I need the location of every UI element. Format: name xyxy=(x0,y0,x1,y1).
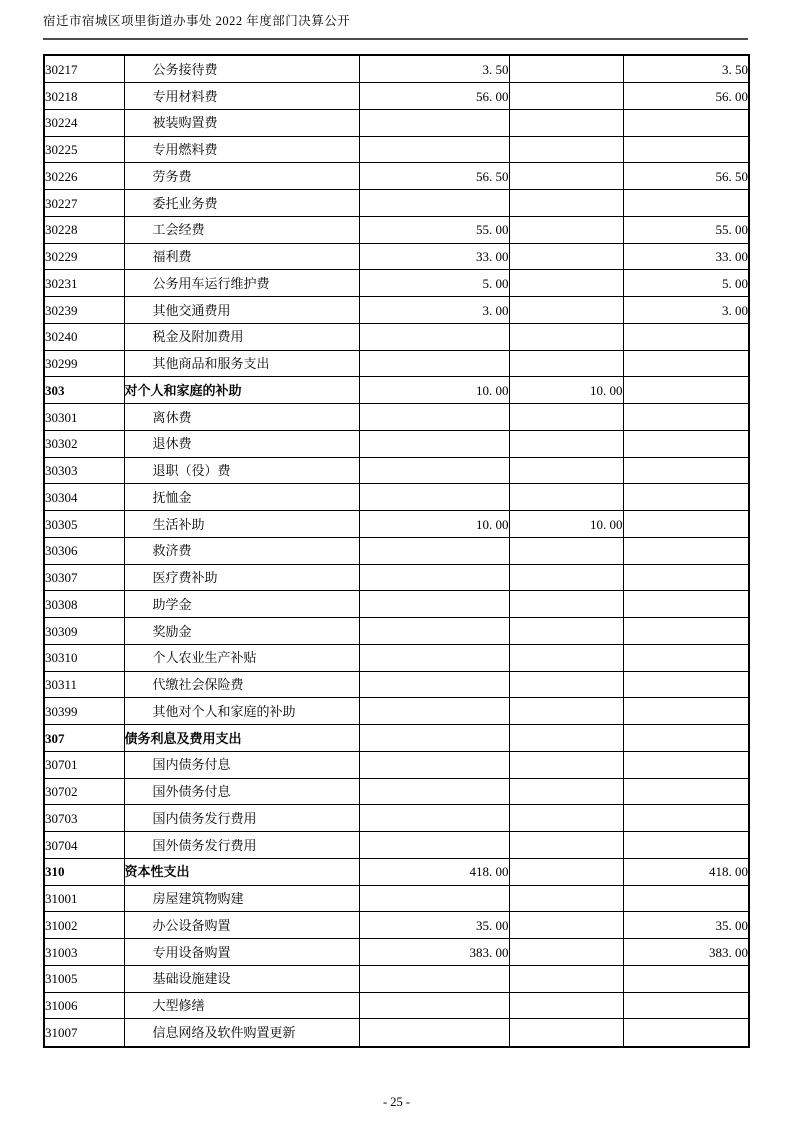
cell-label: 国外债务发行费用 xyxy=(124,832,359,859)
document-title: 宿迁市宿城区项里街道办事处 2022 年度部门决算公开 xyxy=(43,14,351,28)
cell-amount-project: 33. 00 xyxy=(623,243,749,270)
cell-amount-basic xyxy=(509,644,623,671)
cell-amount-total xyxy=(359,537,509,564)
cell-label: 代缴社会保险费 xyxy=(124,671,359,698)
cell-code: 30305 xyxy=(44,511,124,538)
cell-amount-project xyxy=(623,323,749,350)
cell-amount-basic xyxy=(509,698,623,725)
cell-label: 退休费 xyxy=(124,430,359,457)
table-row xyxy=(44,858,749,885)
cell-amount-basic xyxy=(509,537,623,564)
cell-amount-total: 55. 00 xyxy=(359,216,509,243)
cell-amount-total: 33. 00 xyxy=(359,243,509,270)
cell-amount-total xyxy=(359,644,509,671)
cell-label: 生活补助 xyxy=(124,511,359,538)
cell-code: 31001 xyxy=(44,885,124,912)
table-row xyxy=(44,912,749,939)
cell-amount-total xyxy=(359,805,509,832)
cell-label: 抚恤金 xyxy=(124,484,359,511)
cell-amount-total: 5. 00 xyxy=(359,270,509,297)
cell-amount-basic xyxy=(509,671,623,698)
table-row xyxy=(44,270,749,297)
cell-amount-project xyxy=(623,350,749,377)
table-row xyxy=(44,163,749,190)
cell-amount-total: 10. 00 xyxy=(359,377,509,404)
cell-label: 国内债务发行费用 xyxy=(124,805,359,832)
cell-code: 30217 xyxy=(44,55,124,83)
cell-label: 基础设施建设 xyxy=(124,965,359,992)
cell-code: 31003 xyxy=(44,939,124,966)
cell-label: 国外债务付息 xyxy=(124,778,359,805)
cell-amount-total xyxy=(359,751,509,778)
cell-amount-total xyxy=(359,564,509,591)
cell-amount-project xyxy=(623,484,749,511)
cell-code: 30301 xyxy=(44,404,124,431)
cell-amount-total: 3. 50 xyxy=(359,55,509,83)
cell-amount-project xyxy=(623,751,749,778)
table-row xyxy=(44,484,749,511)
cell-amount-basic xyxy=(509,885,623,912)
cell-amount-total xyxy=(359,778,509,805)
cell-amount-basic xyxy=(509,805,623,832)
table-row xyxy=(44,109,749,136)
cell-amount-total xyxy=(359,965,509,992)
cell-amount-total xyxy=(359,832,509,859)
cell-code: 30228 xyxy=(44,216,124,243)
cell-label: 房屋建筑物购建 xyxy=(124,885,359,912)
cell-amount-project: 55. 00 xyxy=(623,216,749,243)
cell-amount-project xyxy=(623,618,749,645)
cell-code: 30229 xyxy=(44,243,124,270)
cell-amount-total: 3. 00 xyxy=(359,297,509,324)
document-header xyxy=(43,13,748,40)
cell-amount-basic xyxy=(509,243,623,270)
cell-code: 303 xyxy=(44,377,124,404)
cell-amount-basic xyxy=(509,457,623,484)
cell-amount-total xyxy=(359,109,509,136)
cell-label: 国内债务付息 xyxy=(124,751,359,778)
cell-label: 税金及附加费用 xyxy=(124,323,359,350)
cell-label: 专用材料费 xyxy=(124,83,359,110)
table-row xyxy=(44,965,749,992)
cell-amount-project xyxy=(623,537,749,564)
table-row xyxy=(44,698,749,725)
cell-amount-project: 5. 00 xyxy=(623,270,749,297)
table-row xyxy=(44,243,749,270)
cell-amount-project: 35. 00 xyxy=(623,912,749,939)
cell-amount-basic xyxy=(509,83,623,110)
cell-label: 救济费 xyxy=(124,537,359,564)
cell-amount-total xyxy=(359,885,509,912)
cell-amount-project xyxy=(623,564,749,591)
cell-amount-total xyxy=(359,725,509,752)
cell-code: 30231 xyxy=(44,270,124,297)
cell-amount-basic xyxy=(509,323,623,350)
cell-amount-project: 56. 00 xyxy=(623,83,749,110)
cell-amount-project xyxy=(623,644,749,671)
cell-amount-project xyxy=(623,778,749,805)
table-row xyxy=(44,377,749,404)
table-row xyxy=(44,190,749,217)
cell-code: 310 xyxy=(44,858,124,885)
cell-amount-basic: 10. 00 xyxy=(509,377,623,404)
cell-label: 其他商品和服务支出 xyxy=(124,350,359,377)
cell-code: 30303 xyxy=(44,457,124,484)
cell-amount-project xyxy=(623,377,749,404)
cell-label: 信息网络及软件购置更新 xyxy=(124,1019,359,1047)
cell-code: 30226 xyxy=(44,163,124,190)
cell-amount-total xyxy=(359,457,509,484)
cell-code: 30299 xyxy=(44,350,124,377)
cell-code: 30307 xyxy=(44,564,124,591)
table-row xyxy=(44,430,749,457)
cell-label: 办公设备购置 xyxy=(124,912,359,939)
cell-amount-project xyxy=(623,190,749,217)
cell-code: 30224 xyxy=(44,109,124,136)
budget-table-body xyxy=(44,55,749,1047)
cell-label: 离休费 xyxy=(124,404,359,431)
cell-code: 31002 xyxy=(44,912,124,939)
cell-code: 31007 xyxy=(44,1019,124,1047)
cell-amount-total: 10. 00 xyxy=(359,511,509,538)
table-row xyxy=(44,564,749,591)
cell-amount-total xyxy=(359,992,509,1019)
cell-amount-project xyxy=(623,511,749,538)
cell-code: 30302 xyxy=(44,430,124,457)
cell-code: 30399 xyxy=(44,698,124,725)
cell-label: 个人农业生产补贴 xyxy=(124,644,359,671)
table-row xyxy=(44,350,749,377)
table-row xyxy=(44,885,749,912)
cell-label: 助学金 xyxy=(124,591,359,618)
cell-amount-project: 3. 50 xyxy=(623,55,749,83)
cell-label: 其他对个人和家庭的补助 xyxy=(124,698,359,725)
cell-amount-project xyxy=(623,457,749,484)
cell-amount-project xyxy=(623,404,749,431)
cell-label: 公务接待费 xyxy=(124,55,359,83)
cell-amount-total xyxy=(359,591,509,618)
cell-amount-total xyxy=(359,430,509,457)
table-row xyxy=(44,323,749,350)
table-row xyxy=(44,537,749,564)
cell-code: 30308 xyxy=(44,591,124,618)
budget-table xyxy=(43,54,750,1048)
cell-label: 被装购置费 xyxy=(124,109,359,136)
cell-amount-total xyxy=(359,698,509,725)
cell-amount-total xyxy=(359,484,509,511)
cell-amount-project xyxy=(623,591,749,618)
cell-code: 30702 xyxy=(44,778,124,805)
cell-amount-basic xyxy=(509,992,623,1019)
cell-amount-basic xyxy=(509,778,623,805)
cell-amount-basic xyxy=(509,55,623,83)
cell-code: 30227 xyxy=(44,190,124,217)
cell-code: 30218 xyxy=(44,83,124,110)
cell-code: 30306 xyxy=(44,537,124,564)
cell-amount-total: 56. 00 xyxy=(359,83,509,110)
table-row xyxy=(44,297,749,324)
table-row xyxy=(44,55,749,83)
table-row xyxy=(44,671,749,698)
cell-label: 专用燃料费 xyxy=(124,136,359,163)
table-row xyxy=(44,618,749,645)
cell-amount-basic xyxy=(509,591,623,618)
table-row xyxy=(44,644,749,671)
cell-amount-total: 383. 00 xyxy=(359,939,509,966)
cell-amount-basic xyxy=(509,163,623,190)
table-row xyxy=(44,939,749,966)
cell-amount-project xyxy=(623,885,749,912)
table-row xyxy=(44,832,749,859)
cell-amount-total: 35. 00 xyxy=(359,912,509,939)
cell-code: 30311 xyxy=(44,671,124,698)
cell-amount-basic xyxy=(509,751,623,778)
cell-amount-basic xyxy=(509,832,623,859)
cell-code: 30310 xyxy=(44,644,124,671)
table-row xyxy=(44,83,749,110)
cell-amount-basic xyxy=(509,484,623,511)
cell-amount-basic xyxy=(509,136,623,163)
cell-amount-total xyxy=(359,671,509,698)
table-row xyxy=(44,778,749,805)
table-row xyxy=(44,216,749,243)
cell-amount-basic xyxy=(509,430,623,457)
cell-amount-basic xyxy=(509,939,623,966)
cell-amount-project xyxy=(623,430,749,457)
cell-code: 30304 xyxy=(44,484,124,511)
table-row xyxy=(44,751,749,778)
cell-amount-basic xyxy=(509,618,623,645)
table-row xyxy=(44,1019,749,1047)
cell-code: 30239 xyxy=(44,297,124,324)
table-row xyxy=(44,457,749,484)
cell-amount-project xyxy=(623,725,749,752)
table-row xyxy=(44,992,749,1019)
cell-amount-basic xyxy=(509,912,623,939)
cell-amount-total xyxy=(359,136,509,163)
cell-code: 30701 xyxy=(44,751,124,778)
cell-label: 专用设备购置 xyxy=(124,939,359,966)
cell-amount-basic xyxy=(509,564,623,591)
cell-amount-total xyxy=(359,404,509,431)
table-row xyxy=(44,805,749,832)
cell-amount-basic xyxy=(509,297,623,324)
cell-amount-total: 418. 00 xyxy=(359,858,509,885)
cell-code: 30240 xyxy=(44,323,124,350)
cell-amount-project xyxy=(623,698,749,725)
cell-amount-basic xyxy=(509,404,623,431)
cell-amount-project xyxy=(623,992,749,1019)
table-row xyxy=(44,591,749,618)
cell-label: 劳务费 xyxy=(124,163,359,190)
table-row xyxy=(44,136,749,163)
cell-label: 对个人和家庭的补助 xyxy=(124,377,359,404)
cell-amount-total xyxy=(359,1019,509,1047)
cell-amount-basic xyxy=(509,109,623,136)
cell-amount-project xyxy=(623,805,749,832)
table-row xyxy=(44,404,749,431)
cell-amount-total: 56. 50 xyxy=(359,163,509,190)
cell-amount-project xyxy=(623,832,749,859)
cell-code: 30309 xyxy=(44,618,124,645)
cell-label: 工会经费 xyxy=(124,216,359,243)
cell-amount-total xyxy=(359,350,509,377)
cell-amount-basic xyxy=(509,965,623,992)
cell-code: 31006 xyxy=(44,992,124,1019)
cell-label: 其他交通费用 xyxy=(124,297,359,324)
cell-amount-basic xyxy=(509,190,623,217)
cell-amount-total xyxy=(359,190,509,217)
cell-amount-basic xyxy=(509,1019,623,1047)
cell-amount-project xyxy=(623,1019,749,1047)
cell-label: 大型修缮 xyxy=(124,992,359,1019)
cell-amount-total xyxy=(359,618,509,645)
cell-amount-basic xyxy=(509,216,623,243)
cell-label: 医疗费补助 xyxy=(124,564,359,591)
cell-code: 30703 xyxy=(44,805,124,832)
cell-amount-project: 3. 00 xyxy=(623,297,749,324)
cell-label: 公务用车运行维护费 xyxy=(124,270,359,297)
cell-label: 资本性支出 xyxy=(124,858,359,885)
cell-amount-basic xyxy=(509,350,623,377)
cell-amount-project: 56. 50 xyxy=(623,163,749,190)
cell-code: 31005 xyxy=(44,965,124,992)
cell-amount-basic xyxy=(509,858,623,885)
cell-amount-basic xyxy=(509,725,623,752)
cell-amount-basic: 10. 00 xyxy=(509,511,623,538)
cell-code: 30704 xyxy=(44,832,124,859)
cell-label: 奖励金 xyxy=(124,618,359,645)
cell-amount-total xyxy=(359,323,509,350)
cell-amount-project xyxy=(623,109,749,136)
table-row xyxy=(44,511,749,538)
cell-label: 退职（役）费 xyxy=(124,457,359,484)
cell-amount-project: 418. 00 xyxy=(623,858,749,885)
cell-amount-basic xyxy=(509,270,623,297)
cell-code: 30225 xyxy=(44,136,124,163)
page-number: - 25 - xyxy=(382,1095,411,1109)
cell-code: 307 xyxy=(44,725,124,752)
cell-label: 债务利息及费用支出 xyxy=(124,725,359,752)
cell-amount-project xyxy=(623,671,749,698)
cell-amount-project xyxy=(623,136,749,163)
cell-amount-project xyxy=(623,965,749,992)
table-row xyxy=(44,725,749,752)
cell-amount-project: 383. 00 xyxy=(623,939,749,966)
cell-label: 委托业务费 xyxy=(124,190,359,217)
cell-label: 福利费 xyxy=(124,243,359,270)
